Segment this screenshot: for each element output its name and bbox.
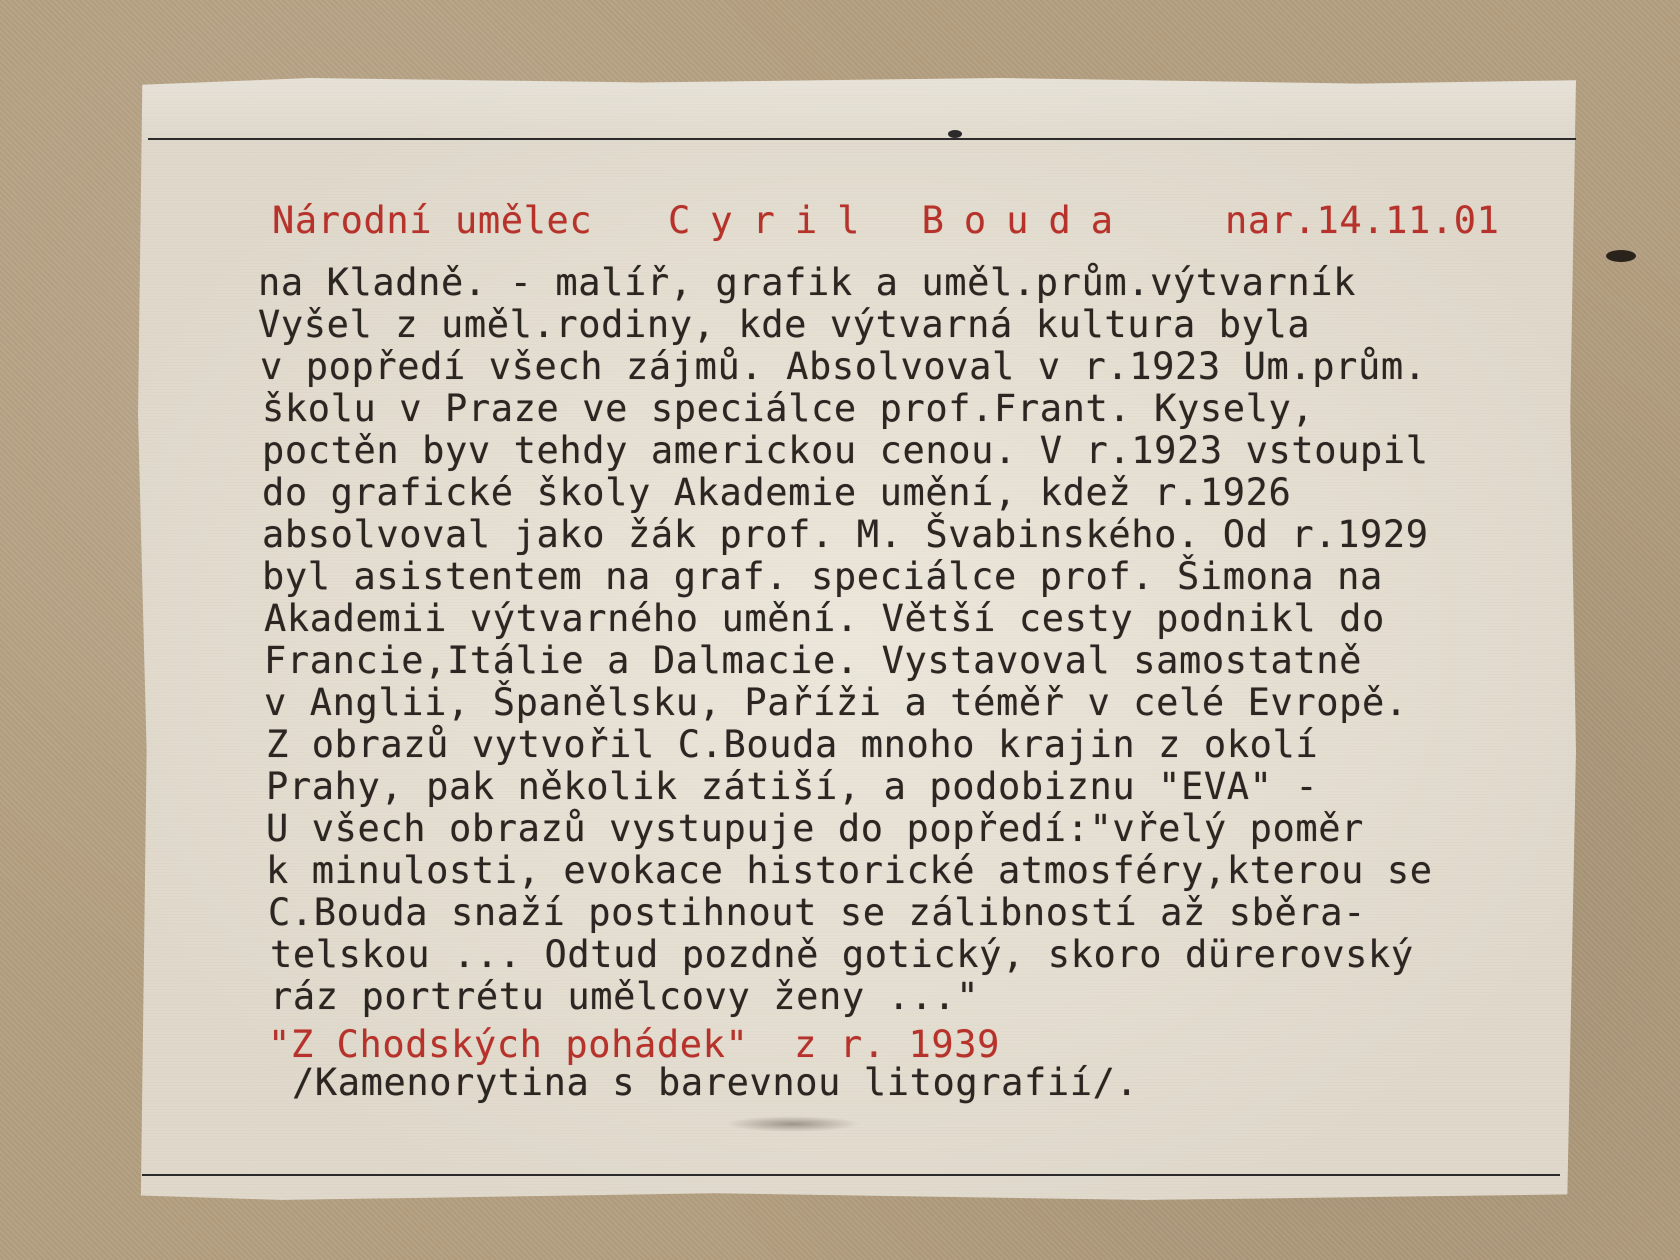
heading-birth-date: nar.14.11.01 [1225,199,1500,242]
body-line: poctěn byv tehdy americkou cenou. V r.1923 vstoupil [262,429,1429,472]
body-line: Z obrazů vytvořil C.Bouda mnoho krajin z okolí [266,723,1319,766]
work-title: "Z Chodských pohádek" z r. 1939 [268,1023,1001,1066]
body-line: Vyšel z uměl.rodiny, kde výtvarná kultura byla [258,303,1311,346]
body-line: U všech obrazů vystupuje do popředí:"vřelý poměr [266,807,1365,850]
body-line: školu v Praze ve speciálce prof.Frant. Kysely, [262,387,1315,430]
top-rule-dot [948,130,962,138]
body-line: ráz portrétu umělcovy ženy ..." [270,975,980,1018]
body-line: byl asistentem na graf. speciálce prof. Šimona na [262,555,1383,598]
body-line: Francie,Itálie a Dalmacie. Vystavoval samostatně [264,639,1363,682]
body-line: do grafické školy Akademie umění, kdež r.1926 [262,471,1292,514]
body-line: telskou ... Odtud pozdně gotický, skoro dürerovský [270,933,1414,976]
heading-title: Národní umělec [272,199,593,242]
heading-artist-name: Cyril Bouda [668,199,1134,242]
board-speck [1606,250,1636,262]
body-line: Akademii výtvarného umění. Větší cesty podnikl do [264,597,1385,640]
technique-note: /Kamenorytina s barevnou litografií/. [292,1061,1139,1104]
bottom-rule [142,1174,1560,1176]
body-line: v popředí všech zájmů. Absolvoval v r.1923 Um.prům. [260,345,1427,388]
ink-smudge [725,1116,860,1132]
body-line: v Anglii, Španělsku, Paříži a téměř v celé Evropě. [264,681,1408,724]
body-line: Prahy, pak několik zátiší, a podobiznu "EVA" - [266,765,1319,808]
body-line: na Kladně. - malíř, grafik a uměl.prům.výtvarník [258,261,1357,304]
body-line: k minulosti, evokace historické atmosféry,kterou se [266,849,1433,892]
body-line: absolvoval jako žák prof. M. Švabinského. Od r.1929 [262,513,1429,556]
top-rule [148,138,1576,140]
body-line: C.Bouda snaží postihnout se zálibností až sběra- [268,891,1367,934]
